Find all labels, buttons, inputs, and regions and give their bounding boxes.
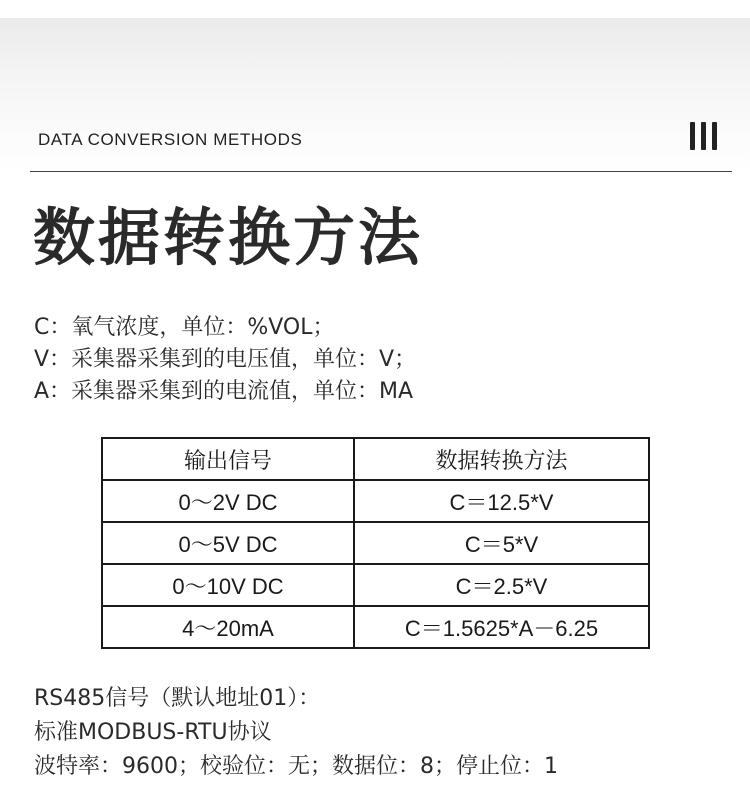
cell-formula: C＝12.5*V	[354, 480, 649, 522]
header-divider	[30, 171, 732, 172]
table-row	[102, 564, 649, 606]
table-row	[102, 606, 649, 648]
cell-formula: C＝5*V	[354, 522, 649, 564]
cell-formula: C＝2.5*V	[354, 564, 649, 606]
definition-a: A：采集器采集到的电流值，单位：MA	[34, 379, 414, 404]
cell-signal: 4～20mA	[102, 606, 354, 648]
protocol-line: 标准MODBUS-RTU协议	[34, 720, 272, 745]
table-header-row	[102, 438, 649, 480]
conversion-table	[101, 437, 650, 649]
page-title: 数据转换方法	[33, 201, 424, 274]
cell-signal: 0～5V DC	[102, 522, 354, 564]
rs485-signal-line: RS485信号（默认地址01）：	[34, 686, 321, 711]
header-conversion-method: 数据转换方法	[354, 438, 649, 480]
rs485-info	[34, 682, 558, 784]
table-row	[102, 480, 649, 522]
bar-1	[690, 122, 695, 150]
section-label: DATA CONVERSION METHODS	[38, 130, 303, 149]
definition-c: C：氧气浓度，单位：%VOL；	[34, 315, 335, 340]
bar-2	[701, 122, 706, 150]
header-output-signal: 输出信号	[102, 438, 354, 480]
bars-icon	[690, 122, 722, 152]
cell-signal: 0～10V DC	[102, 564, 354, 606]
definition-list	[34, 312, 416, 408]
definition-v: V：采集器采集到的电压值，单位：V；	[34, 347, 417, 372]
cell-formula: C＝1.5625*A－6.25	[354, 606, 649, 648]
cell-signal: 0～2V DC	[102, 480, 354, 522]
bar-3	[712, 122, 717, 150]
serial-params-line: 波特率：9600；校验位：无；数据位：8；停止位：1	[34, 754, 558, 779]
table-row	[102, 522, 649, 564]
